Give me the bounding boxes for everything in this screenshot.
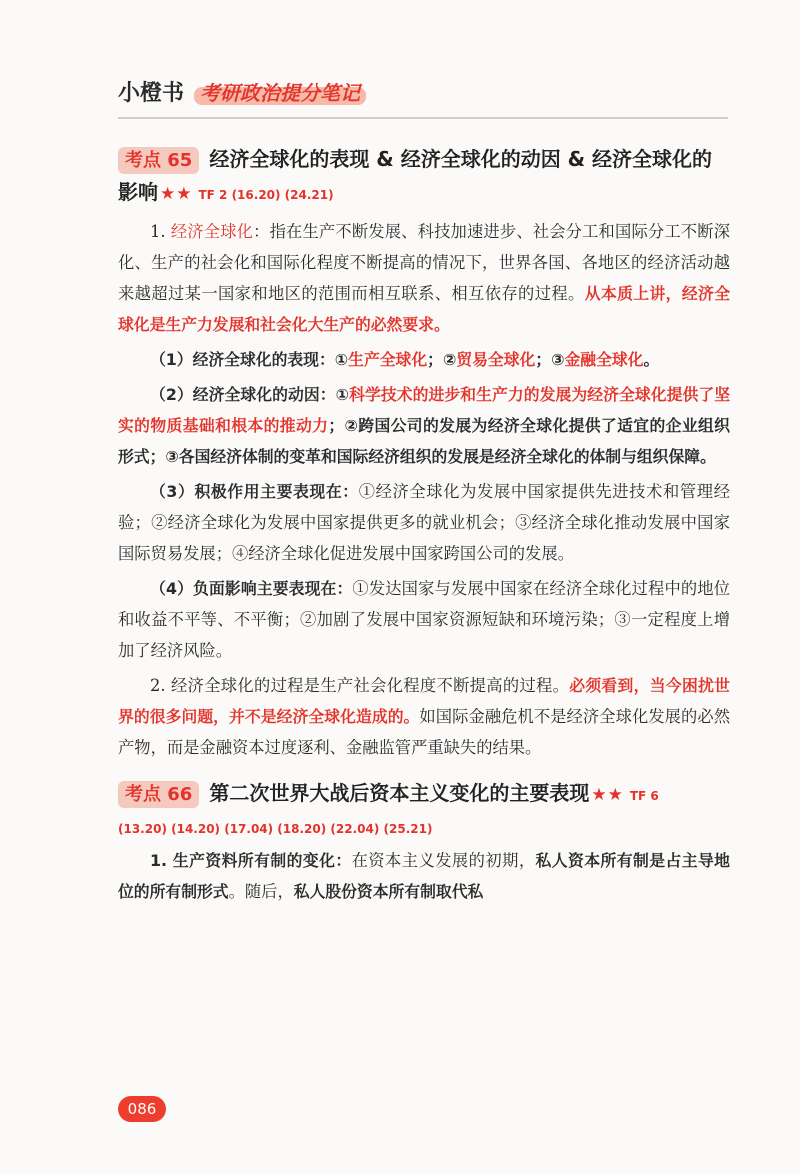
p6-red: 必须看到，当今困扰世界的很多问题，并不是经济全球化造成的。 [118,676,730,726]
kp66-tf: TF 6 [629,789,659,803]
kp65-stars: ★★ [160,184,193,204]
p4-text: ①经济全球化为发展中国家提供先进技术和管理经验；②经济全球化为发展中国家提供更多的就业机会；③经济全球化推动发展中国家国际贸易发展；④经济全球化促进发展中国家跨国公司的发展。 [118,482,730,563]
kp66-p1-b3: 私人股份资本所有制取代私 [293,882,484,901]
kp66-tf-years: (13.20) (14.20) (17.04) (18.20) (22.04) (25.21) [118,822,433,836]
p6-a: 2. 经济全球化的过程是生产社会化程度不断提高的过程。 [150,676,570,695]
kp66-p1-b: 1. 生产资料所有制的变化： [150,851,352,870]
p2-c: ；② [427,350,457,369]
p1-num: 1. [150,222,171,241]
kp66-p1-b2: 私人资本所有制是占主导地位的所有制形式 [118,851,730,901]
kp66-title: 第二次世界大战后资本主义变化的主要表现 [209,781,590,805]
running-header [118,76,366,107]
header-divider [118,117,728,119]
p6-b: 如国际金融危机不是经济全球化发展的必然产物，而是金融资本过度逐利、金融监管严重缺失的结果。 [118,707,730,757]
brand-name: 小橙书 [118,81,185,106]
p2-g: 。 [643,350,660,369]
kp65-paragraph-1 [118,216,730,340]
kp65-paragraph-5 [118,573,730,666]
page-body [118,143,730,907]
kp66-tag: 考点 66 [118,781,199,808]
kp65-tf: TF 2 (16.20) (24.21) [198,188,334,202]
kp65-paragraph-4 [118,476,730,569]
p1-text: ：指在生产不断发展、科技加速进步、社会分工和国际分工不断深化、生产的社会化和国际化程度不断提高的情况下，世界各国、各地区的经济活动越来越超过某一国家和地区的范围而相互联系、相互依存的过程。 [118,222,730,303]
p3-a: （2）经济全球化的动因：① [150,385,350,404]
kp65-paragraph-6 [118,670,730,763]
book-subtitle-highlight [194,77,366,106]
kp65-tag: 考点 65 [118,147,199,174]
book-subtitle: 考研政治提分笔记 [200,81,361,105]
kp66-stars: ★★ [591,785,624,805]
p3-red: 科学技术的进步和生产力的发展为经济全球化提供了坚实的物质基础和根本的推动力 [118,385,730,435]
kp65-title: 经济全球化的表现 & 经济全球化的动因 & 经济全球化的影响 [118,147,713,204]
p2-e: ；③ [535,350,565,369]
kp66-p1-c: 。随后， [228,882,294,901]
kp66-p1-a: 在资本主义发展的初期， [351,851,536,870]
kp65-paragraph-2 [118,344,730,375]
kp65-paragraph-3 [118,379,730,472]
page-number: 086 [118,1096,166,1122]
p4-b: （3）积极作用主要表现在： [150,482,359,501]
kp65-heading [118,143,730,212]
p2-b: 生产全球化 [348,350,428,369]
p2-f: 金融全球化 [564,350,644,369]
kp66-heading [118,777,730,813]
p2-a: （1）经济全球化的表现：① [150,350,349,369]
p1-term: 经济全球化 [170,222,254,241]
p3-b: ；②跨国公司的发展为经济全球化提供了适宜的企业组织形式；③各国经济体制的变革和国际经济组织的发展是经济全球化的体制与组织保障。 [118,416,730,466]
p5-text: ①发达国家与发展中国家在经济全球化过程中的地位和收益不平等、不平衡；②加剧了发展中国家资源短缺和环境污染；③一定程度上增加了经济风险。 [118,579,730,660]
p1-emphasis: 从本质上讲，经济全球化是生产力发展和社会化大生产的必然要求。 [118,284,730,334]
p2-d: 贸易全球化 [456,350,536,369]
kp66-paragraph-1 [118,845,730,907]
p5-b: （4）负面影响主要表现在： [150,579,353,598]
